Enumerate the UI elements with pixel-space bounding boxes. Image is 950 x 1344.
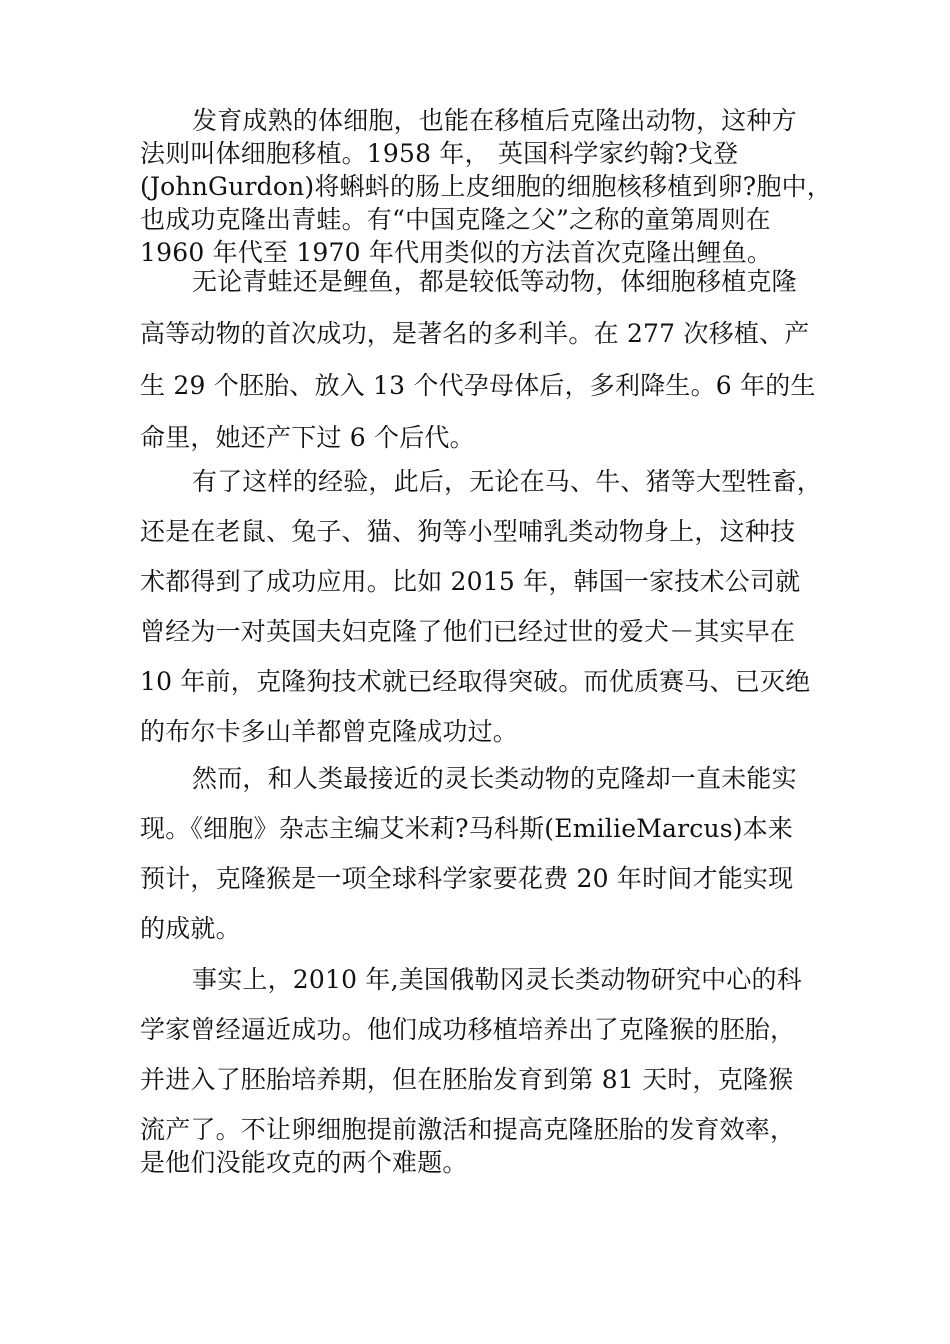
text-line: 的布尔卡多山羊都曾克隆成功过。 (140, 717, 519, 746)
text-line: 并进入了胚胎培养期，但在胚胎发育到第 81 天时，克隆猴 (140, 1065, 794, 1094)
paragraph-oregon-research (140, 960, 820, 1193)
text-line: 法则叫体细胞移植。1958 年， 英国科学家约翰?戈登 (140, 139, 739, 168)
text-line: 事实上，2010 年,美国俄勒冈灵长类动物研究中心的科 (192, 965, 802, 994)
text-line: 术都得到了成功应用。比如 2015 年，韩国一家技术公司就 (140, 567, 801, 596)
text-line: 无论青蛙还是鲤鱼，都是较低等动物，体细胞移植克隆 (192, 267, 797, 296)
text-line: 流产了。不让卵细胞提前激活和提高克隆胚胎的发育效率， (140, 1115, 796, 1144)
text-line: 10 年前，克隆狗技术就已经取得突破。而优质赛马、已灭绝 (140, 667, 811, 696)
paragraph-dolly-sheep (140, 262, 820, 470)
paragraph-somatic-cell-transfer (140, 104, 832, 269)
text-line: 预计，克隆猴是一项全球科学家要花费 20 年时间才能实现 (140, 864, 794, 893)
paragraph-primate-cloning (140, 759, 820, 959)
text-line: 高等动物的首次成功，是著名的多利羊。在 277 次移植、产 (140, 319, 810, 348)
text-line: 也成功克隆出青蛙。有“中国克隆之父”之称的童第周则在 (140, 205, 771, 234)
text-line: 1960 年代至 1970 年代用类似的方法首次克隆出鲤鱼。 (140, 238, 773, 267)
text-line: 曾经为一对英国夫妇克隆了他们已经过世的爱犬－其实早在 (140, 617, 796, 646)
text-line: 现。《细胞》杂志主编艾米莉?马科斯(EmilieMarcus)本来 (140, 814, 794, 843)
text-line: 还是在老鼠、兔子、猫、狗等小型哺乳类动物身上，这种技 (140, 517, 796, 546)
text-line: 发育成熟的体细胞，也能在移植后克隆出动物，这种方 (192, 106, 797, 135)
text-line: 的成就。 (140, 914, 241, 943)
paragraph-mammal-cloning (140, 462, 823, 762)
text-line: 命里，她还产下过 6 个后代。 (140, 423, 475, 452)
text-line: 学家曾经逼近成功。他们成功移植培养出了克隆猴的胚胎， (140, 1015, 796, 1044)
text-line: 有了这样的经验，此后，无论在马、牛、猪等大型牲畜， (192, 467, 823, 496)
text-line: 是他们没能攻克的两个难题。 (140, 1148, 468, 1177)
text-line: 生 29 个胚胎、放入 13 个代孕母体后，多利降生。6 年的生 (140, 371, 816, 400)
text-line: (JohnGurdon)将蝌蚪的肠上皮细胞的细胞核移植到卵?胞中， (140, 172, 832, 201)
text-line: 然而，和人类最接近的灵长类动物的克隆却一直未能实 (192, 764, 797, 793)
